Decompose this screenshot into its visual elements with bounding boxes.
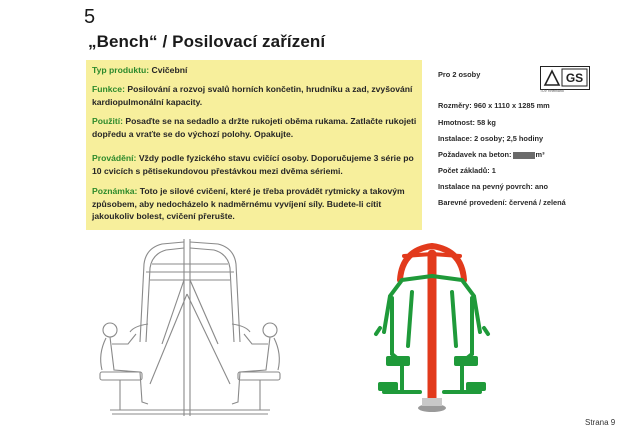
note-label: Poznámka: <box>92 186 138 196</box>
note-paragraph <box>92 185 418 223</box>
spec-concrete-label: Požadavek na beton: <box>438 150 512 159</box>
spec-persons: Pro 2 osoby <box>438 70 481 79</box>
spec-dimensions: Rozměry: 960 x 1110 x 1285 mm <box>438 101 550 110</box>
spec-concrete <box>438 150 545 159</box>
cert-caption: TÜV Rheinland <box>540 89 564 93</box>
redaction-mark <box>513 152 535 159</box>
execution-text: Vždy podle fyzického stavu cvičící osoby. Doporučujeme 3 série po 10 cvicích s pětisekundovou přestávkou mezi dvěma sériemi. <box>92 153 414 176</box>
usage-label: Použití: <box>92 116 124 126</box>
spec-surface: Instalace na pevný povrch: ano <box>438 182 549 191</box>
usage-paragraph <box>92 115 418 140</box>
execution-paragraph <box>92 152 418 177</box>
spec-installation: Instalace: 2 osoby; 2,5 hodiny <box>438 134 544 143</box>
note-text: Toto je silové cvičení, které je třeba provádět rytmicky a takovým způsobem, aby nedocházelo k nadměrnému vyvíjení síly. Budete-li cítit jakoukoliv bolest, cvičení přerušte. <box>92 186 405 221</box>
execution-label: Provádění: <box>92 153 137 163</box>
spec-weight: Hmotnost: 58 kg <box>438 118 496 127</box>
page-title: „Bench“ / Posilovací zařízení <box>88 32 326 51</box>
gs-mark-text: GS <box>565 71 584 85</box>
page-footer: Strana 9 <box>585 418 616 427</box>
function-text: Posilování a rozvoj svalů horních končetin, hrudníku a zad, zvyšování kardiopulmonální kapacity. <box>92 84 413 107</box>
product-info-box <box>86 60 422 230</box>
function-paragraph <box>92 83 418 108</box>
page-number: 5 <box>84 6 96 28</box>
spec-concrete-unit: m³ <box>535 150 545 159</box>
product-type-label: Typ produktu: <box>92 65 150 75</box>
usage-text: Posaďte se na sedadlo a držte rukojeti oběma rukama. Zatlačte rukojeti dopředu a vraťte se do výchozí polohy. Opakujte. <box>92 116 417 139</box>
bench-color-photo <box>372 236 502 418</box>
product-type <box>92 64 418 77</box>
function-label: Funkce: <box>92 84 125 94</box>
gs-certification-icon <box>540 66 590 90</box>
spec-foundations: Počet základů: 1 <box>438 166 496 175</box>
spec-color: Barevné provedení: červená / zelená <box>438 198 566 207</box>
product-type-value: Cvičební <box>151 65 188 75</box>
bench-line-drawing <box>90 234 290 420</box>
